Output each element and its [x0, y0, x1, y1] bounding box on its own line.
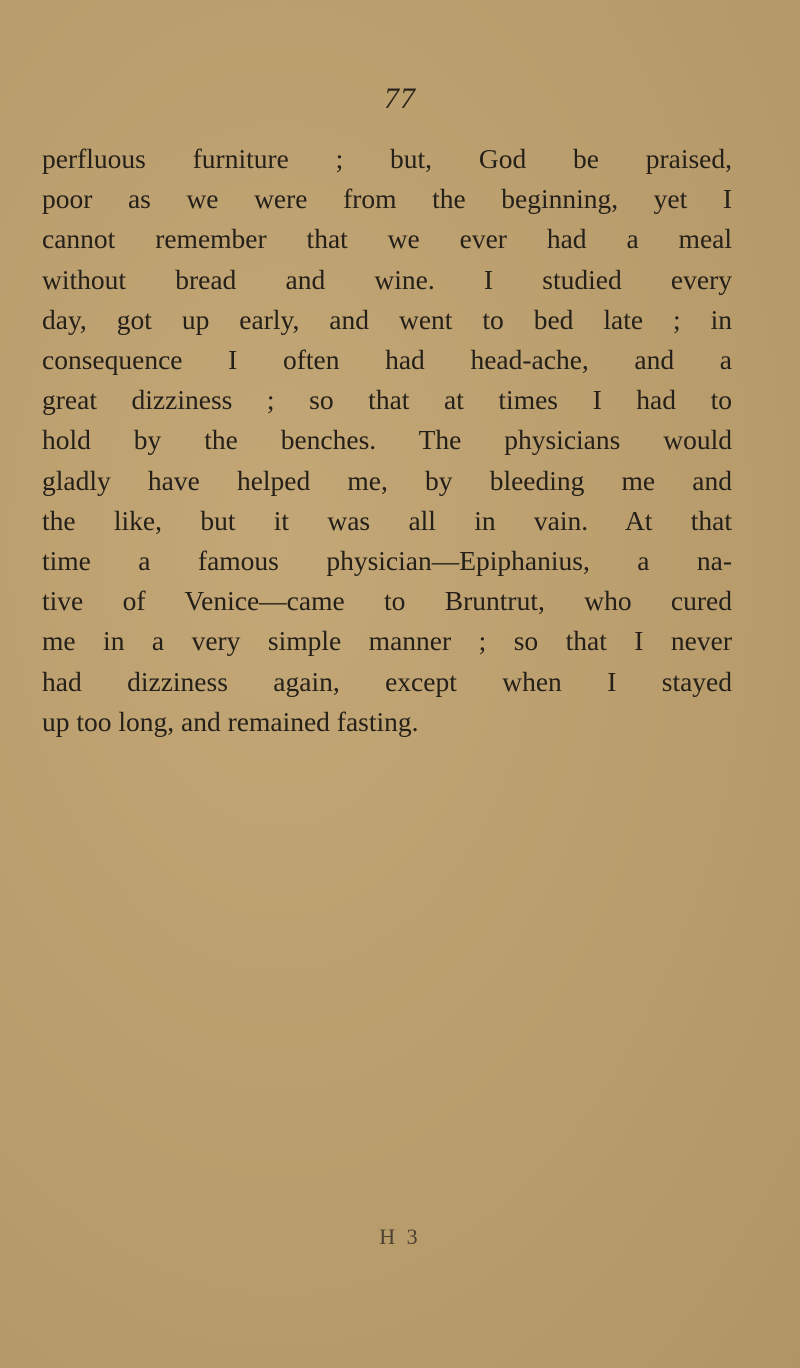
body-text	[42, 139, 732, 742]
text-line: great dizziness ; so that at times I had to	[42, 384, 732, 416]
text-line: cannot remember that we ever had a meal	[42, 223, 732, 255]
text-line: consequence I often had head-ache, and a	[42, 344, 732, 376]
text-line: me in a very simple manner ; so that I never	[42, 625, 732, 657]
text-line: tive of Venice—came to Bruntrut, who cured	[42, 585, 732, 617]
text-line-last: up too long, and remained fasting.	[42, 705, 419, 737]
text-line: day, got up early, and went to bed late ; in	[42, 303, 732, 335]
text-line: gladly have helped me, by bleeding me and	[42, 464, 732, 496]
page-number: 77	[384, 82, 416, 115]
text-line: had dizziness again, except when I stayed	[42, 665, 732, 697]
text-line: without bread and wine. I studied every	[42, 263, 732, 295]
text-line: perfluous furniture ; but, God be praised,	[42, 143, 732, 174]
text-line: hold by the benches. The physicians would	[42, 424, 732, 456]
text-line: time a famous physician—Epiphanius, a na-	[42, 545, 732, 577]
text-line: poor as we were from the beginning, yet I	[42, 183, 732, 215]
signature-mark: H 3	[379, 1224, 421, 1249]
text-line: the like, but it was all in vain. At that	[42, 504, 732, 536]
